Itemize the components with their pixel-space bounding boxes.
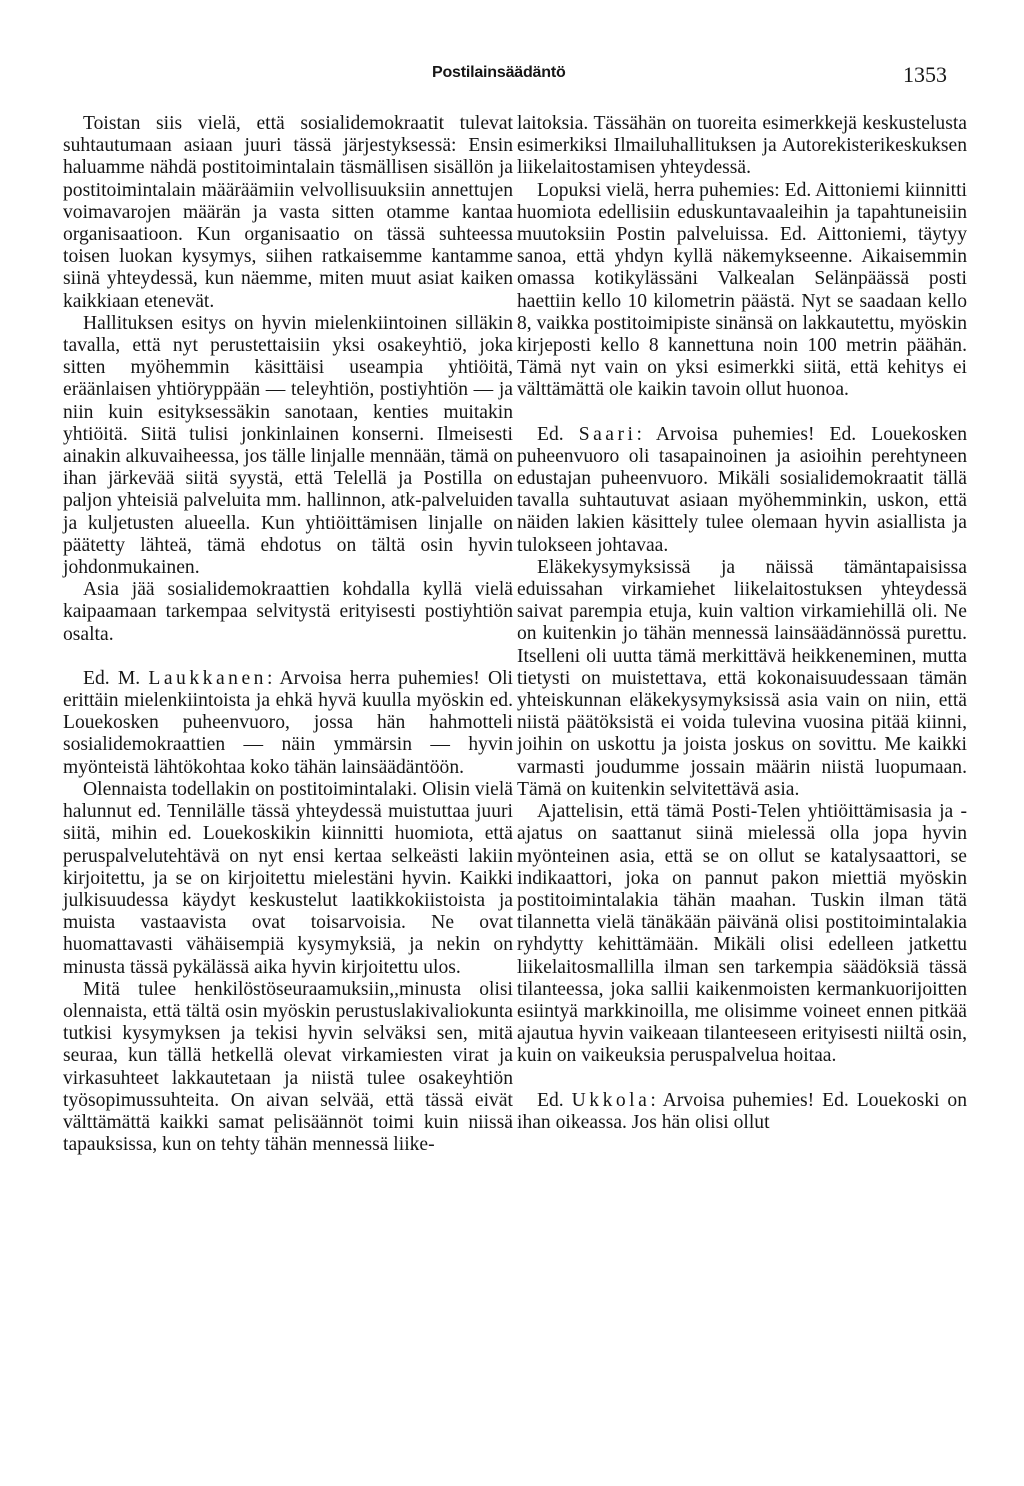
speech-paragraph [63,668,513,779]
speech-text: : Arvoisa puhemies! Ed. Louekosken puheenvuoro oli tasapainoinen ja asioihin perehtyneen edustajan puheenvuoro. Mikäli sosialidemokraatit tällä tavalla suhtautuvat asiaan myöhemminkin, uskon, että näiden lakien käsittely tulee olemaan hyvin asiallista ja tulokseen johtavaa. [517,423,967,556]
paragraph: laitoksia. Tässähän on tuoreita esimerkkejä keskustelusta esimerkiksi Ilmailuhallituksen ja Autorekisterikeskuksen liikelaitostamisen yhteydessä. [517,113,967,179]
speech-text: : Arvoisa puhemies! Ed. Louekoski on ihan oikeassa. Jos hän olisi ollut [517,1089,968,1133]
page-number: 1353 [903,62,947,87]
speaker-name: Laukkanen [148,667,267,689]
speaker-prefix: Ed. [537,1089,564,1111]
paragraph: Lopuksi vielä, herra puhemies: Ed. Aittoniemi kiinnitti huomiota edellisiin eduskuntavaaleihin ja tapahtuneisiin muutoksiin Postin palveluissa. Ed. Aittoniemi, täytyy sanoa, että yhdyn kyllä näkemykseenne. Aikaisemmin omassa kotikylässäni Valkealan Selänpäässä posti haettiin kello 10 kilometrin päästä. Nyt se saadaan kello 8, vaikka postitoimipiste sinänsä on lakkautettu, myöskin kirjeposti kello 8 kannettuna noin 100 metrin päähän. Tämä nyt vain on yksi esimerkki siitä, että kehitys ei välttämättä ole kaikin tavoin ollut huonoa. [517,179,967,401]
left-column [63,113,513,1156]
paragraph: Asia jää sosialidemokraattien kohdalla kyllä vielä kaipaamaan tarkempaa selvitystä erityisesti postiyhtiön osalta. [63,579,513,645]
page-header [0,52,1024,92]
paragraph: Mitä tulee henkilöstöseuraamuksiin,,minusta olisi olennaista, että tältä osin myöskin perustuslakivaliokunta tutkisi kysymyksen ja tekisi hyvin selväksi sen, mitä seuraa, kun tällä hetkellä olevat virkamiesten virat ja virkasuhteet lakkautetaan ja niistä tulee osakeyhtiön työsopimussuhteita. On aivan selvää, että tässä eivät välttämättä kaikki samat pelisäännöt toimi kuin niissä tapauksissa, kun on tehty tähän mennessä liike- [63,978,513,1156]
speech-text: : Arvoisa herra puhemies! Oli erittäin mielenkiintoista ja ehkä hyvä kuulla myöskin ed. Louekosken puheenvuoro, jossa hän hahmotteli sosialidemokraattien — näin ymmärsin — hyvin myönteistä lähtökohtaa koko tähän lainsäädäntöön. [63,667,514,778]
speaker-prefix: Ed. M. [83,667,141,689]
speech-paragraph [517,424,967,557]
speaker-name: Ukkola [571,1089,651,1111]
paragraph: Eläkekysymyksissä ja näissä tämäntapaisissa eduissahan virkamiehet liikelaitostuksen yhteydessä saivat parempia etuja, kuin valtion virkamiehillä oli. Ne on kuitenkin jo tähän mennessä lainsäädännössä purettu. Itselleni oli uutta tämä merkittävä heikkeneminen, mutta tietysti on muistettava, että kokonaisuudessaan tämän yhteiskunnan eläkekysymyksissä asia vain on niin, että niistä päätöksistä ei voida tulevina vuosina pitää kiinni, joihin on uskottu ja joista joskus on sovittu. Me kaikki varmasti joudumme jossain määrin niistä luopumaan. Tämä on kuitenkin selvitettävä asia. [517,556,967,800]
paragraph: Olennaista todellakin on postitoimintalaki. Olisin vielä halunnut ed. Tennilälle tässä yhteydessä muistuttaa juuri siitä, mihin ed. Louekoskikin kiinnitti huomiota, että peruspalvelutehtävä on nyt ensi kertaa selkeästi lakiin kirjoitettu, ja se on kirjoitettu mielestäni hyvin. Kaikki julkisuudessa käydyt keskustelut laatikkokiistoista ja muista vastaavista ovat toisarvoisia. Ne ovat huomattavasti vähäisempiä kysymyksiä, ja nekin on minusta tässä pykälässä aika hyvin kirjoitettu ulos. [63,778,513,978]
speaker-prefix: Ed. [537,423,564,445]
paragraph: Toistan siis vielä, että sosialidemokraatit tulevat suhtautumaan asiaan juuri tässä järjestyksessä: Ensin haluamme nähdä postitoimintalain täsmällisen sisällön ja postitoimintalain määräämiin velvollisuuksiin annettujen voimavarojen määrän ja vasta sitten otamme kantaa organisaatioon. Kun organisaatio on tässä suhteessa toisen luokan kysymys, siihen ratkaisemme kantamme siinä yhteydessä, kun näemme, miten muut asiat kaiken kaikkiaan etenevät. [63,113,513,312]
speaker-name: Saari [578,423,637,445]
paragraph: Hallituksen esitys on hyvin mielenkiintoinen silläkin tavalla, että nyt perustettaisiin yksi osakeyhtiö, joka sitten myöhemmin käsittäisi useampia yhtiöitä, eräänlaisen yhtiöryppään — teleyhtiön, postiyhtiön — ja niin kuin esityksessäkin sanotaan, kenties muitakin yhtiöitä. Siitä tulisi jonkinlainen konserni. Ilmeisesti ainakin alkuvaiheessa, jos tälle linjalle mennään, tämä on ihan järkevää siitä syystä, että Telellä ja Postilla on paljon yhteisiä palveluita mm. hallinnon, atk-palveluiden ja kuljetusten alueella. Kun yhtiöittämisen linjalle on päätetty lähteä, tämä ehdotus on tältä osin hyvin johdonmukainen. [63,312,513,579]
right-column [517,113,967,1134]
paragraph: Ajattelisin, että tämä Posti-Telen yhtiöittämisasia ja -ajatus on saattanut siinä mielessä olla jopa hyvin myönteinen asia, että se on ollut se katalysaattori, se indikaattori, joka on pannut pakon miettiä myöskin postitoimintalakia tähän maahan. Tuskin ilman tätä tilannetta vielä tänäkään päivänä olisi postitoimintalakia ryhdytty kehittämään. Mikäli olisi edelleen jatkettu liikelaitosmallilla ilman sen tarkempia säädöksiä tässä tilanteessa, joka sallii kaikenmoisten kermankuorijoitten esiintyä markkinoilla, me olisimme voineet ennen pitkää ajautua hyvin vaikeaan tilanteeseen erityisesti niiltä osin, kuin on vaikeuksia peruspalvelua hoitaa. [517,801,967,1067]
speech-paragraph [517,1090,967,1134]
running-title: Postilainsäädäntö [432,64,566,81]
